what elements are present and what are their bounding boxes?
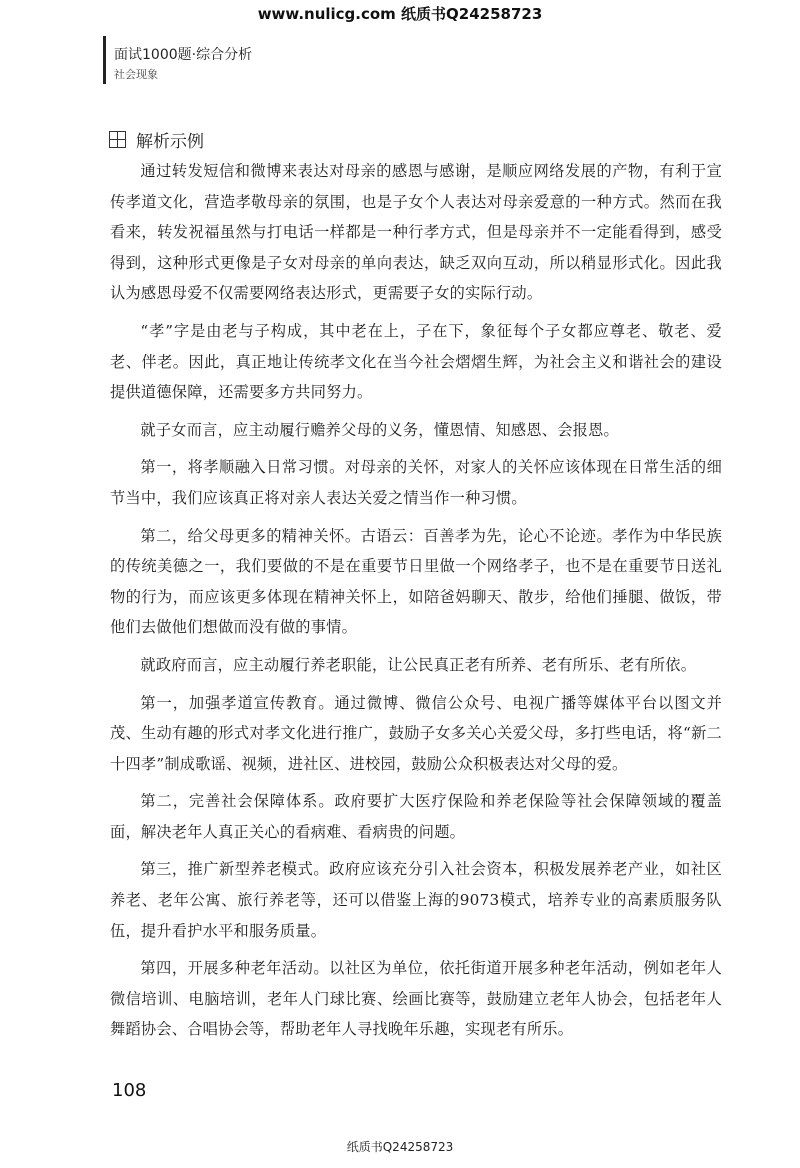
bottom-watermark: 纸质书Q24258723: [346, 1140, 454, 1154]
section-heading: [109, 127, 204, 152]
chapter-label: 社会现象: [114, 68, 158, 81]
paragraph: 就子女而言，应主动履行赡养父母的义务，懂恩情、知感恩、会报恩。: [140, 420, 619, 439]
paragraph: 第一，将孝顺融入日常习惯。对母亲的关怀，对家人的关怀应该体现在日常生活的细节当中，我们应该真正将对亲人表达关爱之情当作一种习惯。: [110, 458, 722, 507]
section-title: 解析示例: [136, 132, 204, 152]
paragraph: 通过转发短信和微博来表达对母亲的感恩与感谢，是顺应网络发展的产物，有利于宣传孝道文化，营造孝敬母亲的氛围，也是子女个人表达对母亲爱意的一种方式。然而在我看来，转发祝福虽然与打电话一样都是一种行孝方式，但是母亲并不一定能看得到，感受得到，这种形式更像是子女对母亲的单向表达，缺乏双向互动，所以稍显形式化。因此我认为感恩母爱不仅需要网络表达形式，更需要子女的实际行动。: [110, 162, 722, 303]
page-number: 108: [112, 1080, 147, 1101]
paragraph: 就政府而言，应主动履行养老职能，让公民真正老有所养、老有所乐、老有所依。: [140, 655, 697, 674]
header-divider: [103, 36, 106, 84]
paragraph: “孝”字是由老与子构成，其中老在上，子在下，象征每个子女都应尊老、敬老、爱老、伴老。因此，真正地让传统孝文化在当今社会熠熠生辉，为社会主义和谐社会的建设提供道德保障，还需要多方共同努力。: [110, 321, 722, 402]
paragraph: 第三，推广新型养老模式。政府应该充分引入社会资本，积极发展养老产业，如社区养老、老年公寓、旅行养老等，还可以借鉴上海的9073模式，培养专业的高素质服务队伍，提升看护水平和服务质量。: [110, 860, 722, 940]
paragraph: 第二，完善社会保障体系。政府要扩大医疗保险和养老保险等社会保障领域的覆盖面，解决老年人真正关心的看病难、看病贵的问题。: [110, 792, 722, 841]
paragraph: 第一，加强孝道宣传教育。通过微博、微信公众号、电视广播等媒体平台以图文并茂、生动有趣的形式对孝文化进行推广，鼓励子女多关心关爱父母，多打些电话，将“新二十四孝”制成歌谣、视频，进社区、进校园，鼓励公众积极表达对父母的爱。: [110, 693, 722, 773]
book-title: 面试1000题·综合分析: [114, 47, 253, 63]
top-watermark: www.nulicg.com 纸质书Q24258723: [257, 5, 543, 23]
body-text: [110, 156, 722, 1052]
paragraph: 第二，给父母更多的精神关怀。古语云：百善孝为先，论心不论迹。孝作为中华民族的传统美德之一，我们要做的不是在重要节日里做一个网络孝子，也不是在重要节日送礼物的行为，而应该更多体现在精神关怀上，如陪爸妈聊天、散步，给他们捶腿、做饭，带他们去做他们想做而没有做的事情。: [110, 526, 722, 637]
paragraph: 第四，开展多种老年活动。以社区为单位，依托街道开展多种老年活动，例如老年人微信培训、电脑培训，老年人门球比赛、绘画比赛等，鼓励建立老年人协会，包括老年人舞蹈协会、合唱协会等，帮助老年人寻找晚年乐趣，实现老有所乐。: [110, 959, 722, 1039]
grid-icon: [109, 131, 126, 148]
